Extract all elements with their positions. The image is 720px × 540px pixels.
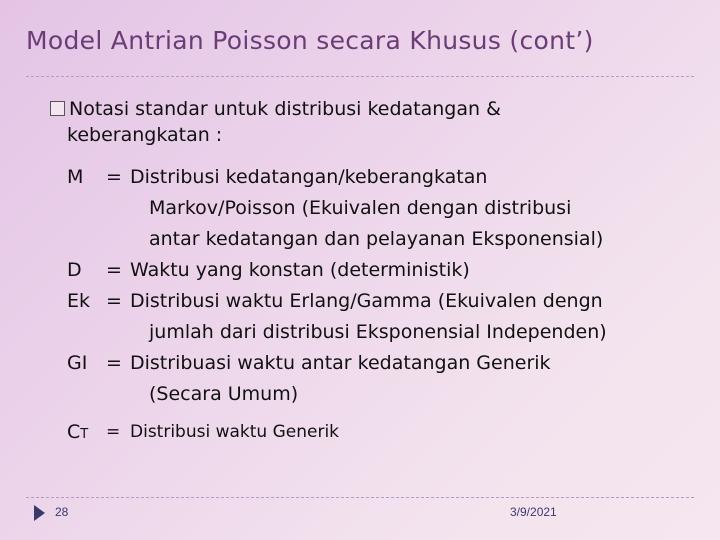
intro-line-2: keberangkatan :: [67, 124, 223, 146]
definition-symbol: D: [67, 259, 82, 281]
title-divider: [26, 76, 694, 77]
definition-text: Distribusi kedatangan/keberangkatan: [130, 166, 488, 188]
intro-text-1: Notasi standar untuk distribusi kedatangan &: [69, 98, 501, 120]
definition-symbol: Ek: [67, 290, 91, 312]
page-number: 28: [55, 505, 69, 519]
intro-paragraph: [50, 96, 690, 148]
definition-equals: =: [106, 259, 122, 281]
intro-line-1: [50, 96, 690, 122]
definition-text: Distribusi waktu Generik: [130, 422, 340, 442]
definition-text: jumlah dari distribusi Eksponensial Independen): [149, 321, 607, 343]
definition-symbol: GI: [67, 352, 88, 374]
definition-text: (Secara Umum): [149, 383, 299, 405]
definition-equals: =: [106, 290, 122, 312]
symbol-subscript: T: [80, 427, 89, 442]
definition-symbol: M: [67, 166, 84, 188]
definition-equals: =: [106, 166, 122, 188]
symbol-main: C: [67, 421, 81, 443]
definition-text: Waktu yang konstan (deterministik): [130, 259, 470, 281]
definition-text: antar kedatangan dan pelayanan Eksponensial): [149, 228, 604, 250]
slide-date: 3/9/2021: [510, 505, 557, 519]
definition-equals: =: [106, 352, 122, 374]
play-arrow-icon: [34, 505, 45, 521]
slide-title: Model Antrian Poisson secara Khusus (cont’): [26, 26, 594, 55]
definition-symbol: [67, 417, 107, 450]
footer-divider: [26, 497, 694, 498]
definition-equals: =: [106, 422, 121, 442]
definition-text: Markov/Poisson (Ekuivalen dengan distribusi: [149, 197, 572, 219]
square-bullet-icon: [50, 101, 65, 116]
definition-text: Distribuasi waktu antar kedatangan Generik: [130, 352, 551, 374]
definition-text: Distribusi waktu Erlang/Gamma (Ekuivalen dengn: [130, 290, 603, 312]
